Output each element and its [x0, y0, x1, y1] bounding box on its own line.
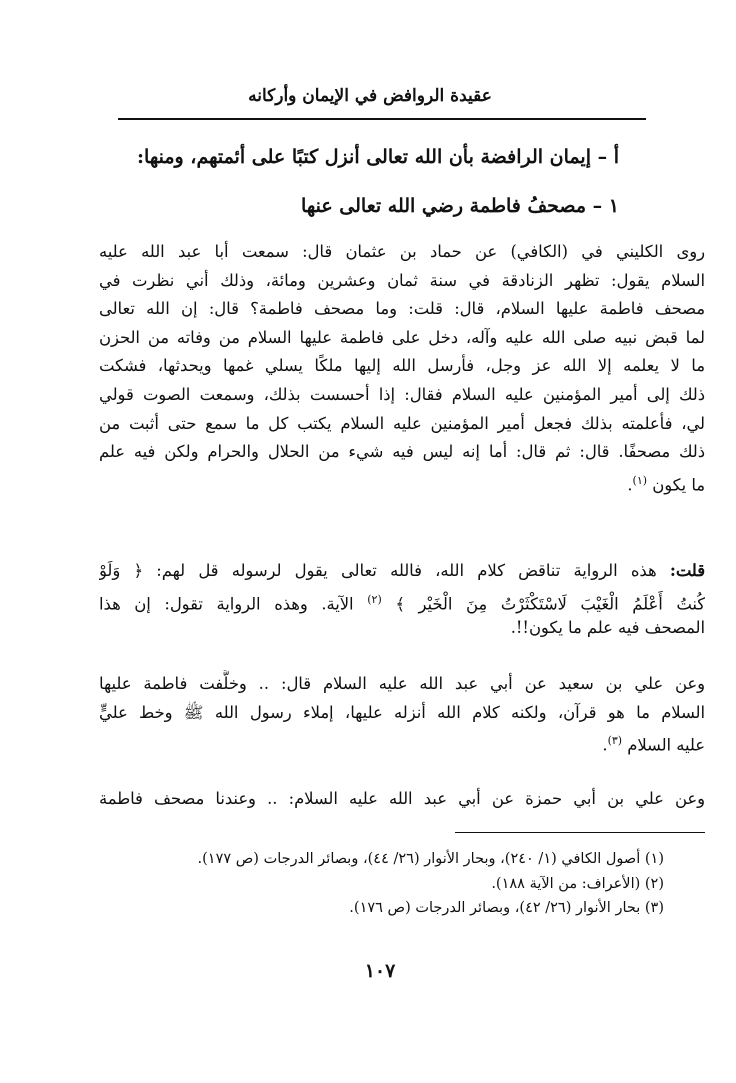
footnote-ref-2: (٢)	[367, 592, 382, 606]
text-line-last	[99, 467, 705, 496]
footnote-divider	[455, 832, 705, 833]
text-line: ذلك إلى أمير المؤمنين عليه السلام فقال: إذا أحسست بذلك، وسمعت الصوت قولي	[99, 384, 705, 404]
page-number: ١٠٧	[364, 960, 396, 982]
text-fragment: الآية. وهذه الرواية تقول: إن هذا	[99, 594, 354, 614]
footnote-ref-1: (١)	[632, 473, 648, 487]
text-fragment: ما يكون	[652, 475, 705, 495]
text-line-last: المصحف فيه علم ما يكون!!.	[510, 618, 705, 638]
text-line	[99, 557, 705, 586]
text-line: وعن علي بن أبي حمزة عن أبي عبد الله عليه السلام: .. وعندنا مصحف فاطمة	[99, 789, 705, 808]
qultu-label: قلت:	[669, 561, 705, 580]
footnote-1: (١) أصول الكافي (١/ ٢٤٠)، وبحار الأنوار (٢٦/ ٤٤)، وبصائر الدرجات (ص ١٧٧).	[197, 851, 664, 867]
text-line: مصحف فاطمة عليها السلام، قال: قلت: وما مصحف فاطمة؟ قال: إن الله تعالى	[99, 299, 705, 319]
text-line: لي، فأعلمته بذلك فجعل أمير المؤمنين عليه السلام يكتب كل ما سمع حتى أثبت من	[99, 413, 705, 433]
sentence-end: .	[602, 735, 608, 755]
text-fragment: عليه السلام	[627, 735, 705, 755]
text-line: وعن علي بن سعيد عن أبي عبد الله عليه السلام قال: .. وخلَّفت فاطمة عليها	[99, 674, 705, 693]
section-heading-a: أ – إيمان الرافضة بأن الله تعالى أنزل كتبًا على أئمتهم، ومنها:	[137, 146, 619, 168]
paragraph-kulayni-narration	[99, 238, 705, 495]
subsection-heading-1: ١ – مصحفُ فاطمة رضي الله تعالى عنها	[301, 195, 619, 217]
running-header-title: عقيدة الروافض في الإيمان وأركانه	[248, 86, 492, 106]
footnotes	[104, 847, 664, 921]
sentence-end: .	[627, 475, 633, 495]
quran-verse: كُنتُ أَعْلَمُ الْغَيْبَ لَاسْتَكْثَرْتُ مِنَ الْخَيْرِ ﴾	[395, 594, 705, 614]
header-divider	[118, 118, 646, 120]
text-line	[99, 586, 705, 615]
text-line: روى الكليني في (الكافي) عن حماد بن عثمان قال: سمعت أبا عبد الله عليه	[99, 242, 705, 261]
footnote-2: (٢) (الأعراف: من الآية ١٨٨).	[491, 875, 664, 892]
text-line: السلام يقول: تظهر الزنادقة في سنة ثمان وعشرين ومائة، وذلك أني نظرت في	[99, 270, 705, 290]
text-line-last	[99, 727, 705, 756]
paragraph-ali-bin-abi-hamza	[99, 785, 705, 814]
text-line: ما لا يعلمه إلا الله عز وجل، فأرسل الله إليها ملكًا يسلي غمها ويحدثها، فشكت	[99, 356, 705, 376]
footnote-3: (٣) بحار الأنوار (٢٦/ ٤٢)، وبصائر الدرجات (ص ١٧٦).	[349, 900, 664, 916]
text-line: السلام ما هو قرآن، ولكنه كلام الله أنزله عليها، إملاء رسول الله ﷺ وخط عليٍّ	[99, 702, 705, 722]
text-line: ذلك مصحفًا. قال: ثم قال: أما إنه ليس فيه شيء من الحلال والحرام ولكن فيه علم	[99, 442, 705, 462]
paragraph-refutation	[99, 557, 705, 643]
footnote-ref-3: (٣)	[607, 734, 623, 748]
text-line: لما قبض نبيه صلى الله عليه وآله، دخل على فاطمة عليها السلام من وفاته من الحزن	[99, 327, 705, 347]
text-fragment: هذه الرواية تناقض كلام الله، فالله تعالى يقول لرسوله قل لهم: ﴿ وَلَوْ	[99, 561, 657, 580]
paragraph-ali-bin-said	[99, 670, 705, 756]
